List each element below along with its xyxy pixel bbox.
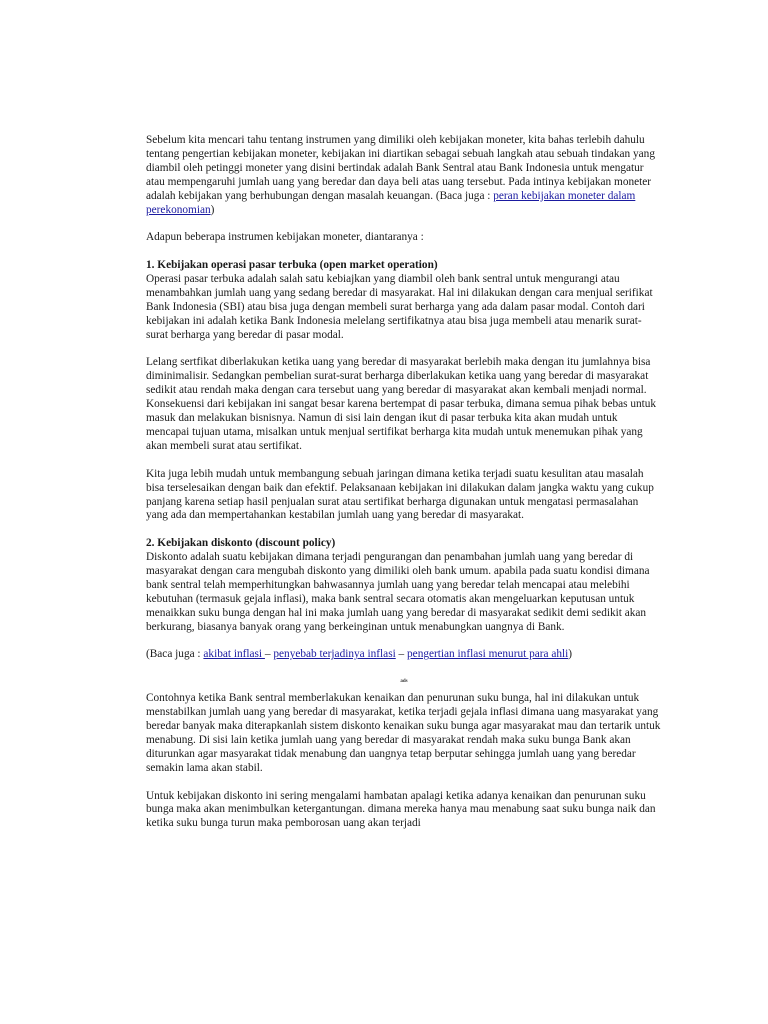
section2-paragraph-3: Untuk kebijakan diskonto ini sering mengalami hambatan apalagi ketika adanya kenaikan dan penurunan suku bunga maka akan menimbulkan ketergantungan. dimana mereka hanya mau menabung saat suku bunga naik dan ketika suku bunga turun maka pemborosan uang akan terjadi (146, 789, 656, 830)
intro-text: Sebelum kita mencari tahu tentang instrumen yang dimiliki oleh kebijakan moneter, kita bahas terlebih dahulu tentang pengertian kebijakan moneter, kebijakan ini diartikan sebagai sebuah langkah atau sebuah tindakan yang diambil oleh petinggi moneter yang disini bertindak adalah Bank Sentral atau Bank Indonesia untuk mengatur atau mempengaruhi jumlah uang yang beredar dan daya beli atas uang tersebut. Pada intinya kebijakan moneter adalah kebijakan yang berhubungan dengan masalah keuangan. (Baca juga : (146, 134, 655, 202)
ads-label: ads (400, 679, 408, 685)
section1-heading: 1. Kebijakan operasi pasar terbuka (open market operation) (146, 259, 438, 272)
list-intro: Adapun beberapa instrumen kebijakan moneter, diantaranya : (146, 231, 424, 244)
see-also-prefix: (Baca juga : (146, 648, 204, 661)
intro-paragraph (146, 134, 662, 217)
see-also-links (146, 648, 662, 662)
see-also-separator: – (395, 648, 408, 661)
section2-paragraph-1: Diskonto adalah suatu kebijakan dimana terjadi pengurangan dan penambahan jumlah uang yang beredar di masyarakat dengan cara mengubah diskonto yang dimiliki oleh bank umum. apabila pada suatu kondisi dimana bank sentral telah memperhitungkan bahwasannya jumlah uang yang beredar telah mencapai atau melebihi kebutuhan (termasuk gejala inflasi), maka bank sentral secara otomatis akan mengeluarkan keputusan untuk menaikkan suku bunga dengan hal ini maka jumlah uang yang beredar di masyarakat sedikit demi sedikit akan berkurang, biasanya banyak orang yang berkeinginan untuk menabungkan uangnya di Bank. (146, 551, 650, 633)
intro-close: ) (210, 203, 215, 216)
link-penyebab-inflasi[interactable]: penyebab terjadinya inflasi (273, 648, 396, 661)
section1-paragraph-1: Operasi pasar terbuka adalah salah satu kebiajkan yang diambil oleh bank sentral untuk mengurangi atau menambahkan jumlah uang yang sedang beredar di masyarakat. Hal ini dilakukan dengan cara menjual serifikat Bank Indonesia (SBI) atau bisa juga dengan membeli surat berharga yang ada dalam pasar modal. Contoh dari kebijakan ini adalah ketika Bank Indonesia melelang sertifikatnya atau bisa juga membeli atau menarik surat-surat berharga yang beredar di pasar modal. (146, 273, 653, 341)
see-also-suffix: ) (568, 648, 573, 661)
section2-paragraph-2: Contohnya ketika Bank sentral memberlakukan kenaikan dan penurunan suku bunga, hal ini dilakukan untuk menstabilkan jumlah uang yang beredar di masyarakat, ketika terjadi gejala inflasi dimana uang masyarakat yang beredar banyak maka diterapkanlah sistem diskonto kenaikan suku bunga agar masyarakat mau dan tertarik untuk menabung. Di sisi lain ketika jumlah uang yang beredar di masyarakat rendah maka suku bunga Bank akan diturunkan agar masyarakat tidak menabung dan uangnya tetap berputar sehingga jumlah uang yang beredar semakin lama akan stabil. (146, 692, 661, 774)
see-also-separator: – (264, 648, 274, 661)
link-akibat-inflasi[interactable]: akibat inflasi (203, 648, 265, 661)
section2-heading: 2. Kebijakan diskonto (discount policy) (146, 537, 336, 550)
document-page (146, 134, 662, 831)
link-peran-kebijakan-moneter[interactable]: peran kebijakan moneter dalam perekonomian (146, 189, 636, 216)
section1-paragraph-3: Kita juga lebih mudah untuk membangung sebuah jaringan dimana ketika terjadi suatu kesulitan atau masalah bisa terselesaikan dengan baik dan efektif. Pelaksanaan kebijakan ini dilakukan dalam jangka waktu yang cukup panjang karena setiap hasil penjualan surat atau sertifikat berharga digunakan untuk mengatasi permasalahan yang ada dan mempertahankan kestabilan jumlah uang yang beredar di masyarakat. (146, 467, 654, 522)
link-pengertian-inflasi[interactable]: pengertian inflasi menurut para ahli (407, 648, 569, 661)
section1-paragraph-2: Lelang sertfikat diberlakukan ketika uang yang beredar di masyarakat berlebih maka dengan itu jumlahnya bisa diminimalisir. Sedangkan pembelian surat-surat berharga diberlakukan ketika uang yang beredar di masyarakat sedikit atau rendah maka dengan cara tersebut uang yang beredar di masyarakat akan kembali menjadi normal. Konsekuensi dari kebijakan ini sangat besar karena bertempat di pasar terbuka, dimana semua pihak bebas untuk masuk dan melakukan bisnisnya. Namun di sisi lain dengan ikut di pasar terbuka kita akan mudah untuk mencapai tujuan utama, misalkan untuk menjual sertifikat berharga kita mudah untuk menemukan pihak yang akan membeli surat atau sertifikat. (146, 356, 657, 452)
